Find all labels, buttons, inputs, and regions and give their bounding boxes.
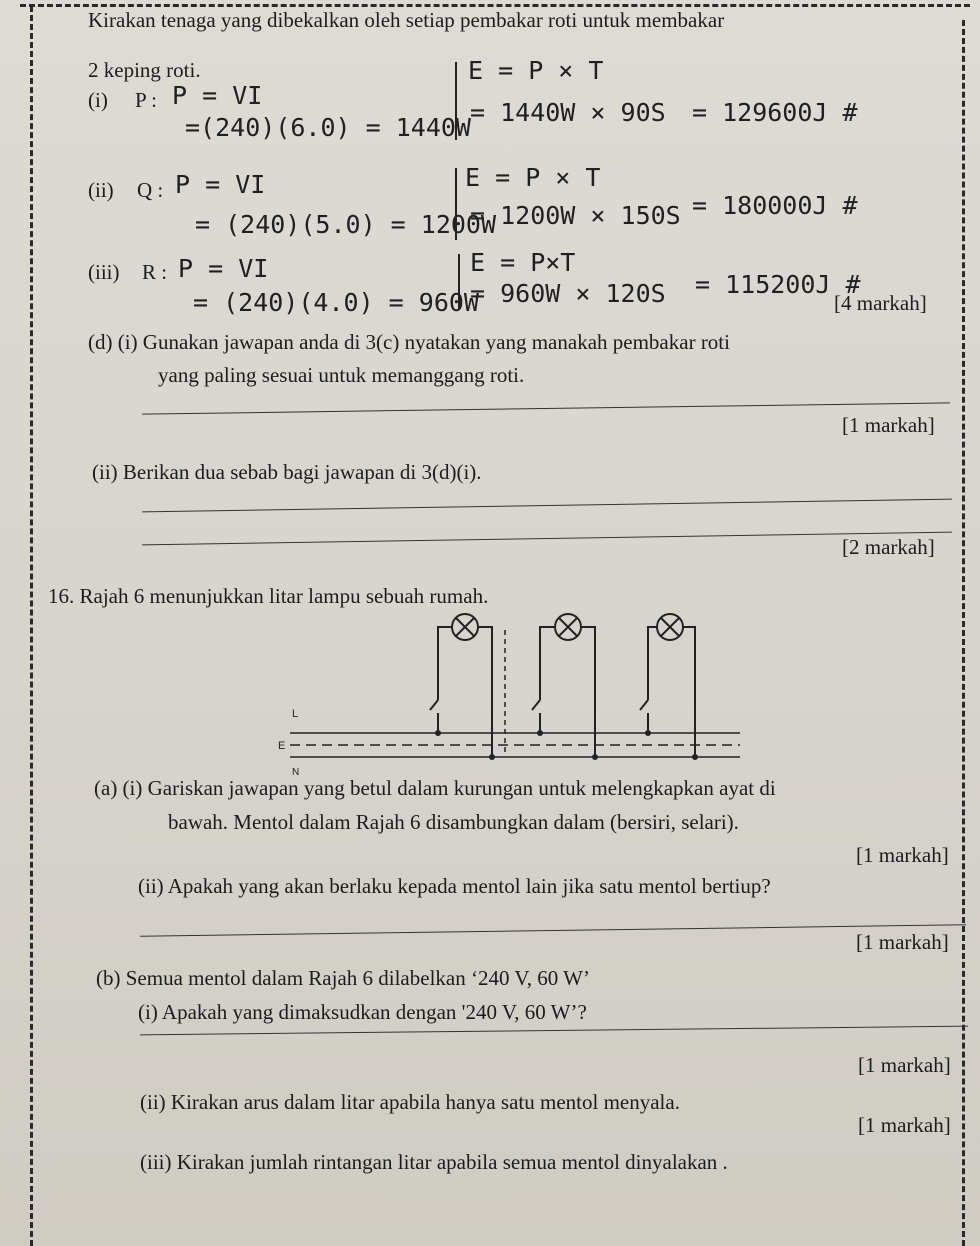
dashed-border-top [20, 4, 970, 7]
question-16b-ii: (ii) Kirakan arus dalam litar apabila hanya satu mentol menyala. [140, 1090, 680, 1114]
answer-r-energy-calc: = 960W × 120S [470, 279, 666, 308]
marks-16a-i: [1 markah] [856, 843, 949, 867]
answer-r-label: (iii) [88, 260, 120, 284]
answer-q-formula: P = VI [175, 170, 266, 199]
answer-p-formula: P = VI [172, 81, 263, 110]
question-d-i-line-2: yang paling sesuai untuk memanggang roti. [158, 363, 525, 387]
answer-p-energy-calc: = 1440W × 90S [470, 98, 666, 127]
answer-line-d-ii-2 [142, 532, 952, 546]
answer-p-letter: P : [135, 88, 157, 112]
marks-1-d-i: [1 markah] [842, 413, 935, 437]
answer-q-divider [455, 168, 457, 240]
marks-2-d-ii: [2 markah] [842, 535, 935, 559]
question-16b-iii: (iii) Kirakan jumlah rintangan litar apabila semua mentol dinyalakan . [140, 1150, 728, 1174]
marks-16a-ii: [1 markah] [856, 930, 949, 954]
label-live: L [292, 708, 299, 720]
question-d-i-line-1: (d) (i) Gunakan jawapan anda di 3(c) nyatakan yang manakah pembakar roti [88, 330, 730, 354]
bulb-3 [657, 614, 683, 640]
question-16a-i-line-2: bawah. Mentol dalam Rajah 6 disambungkan dalam (bersiri, selari). [168, 810, 739, 834]
bulb-1 [452, 614, 478, 640]
answer-line-d-ii-1 [142, 499, 952, 513]
marks-16b-i: [1 markah] [858, 1053, 951, 1077]
answer-q-energy-calc: = 1200W × 150S [470, 201, 681, 230]
answer-q-energy-formula: E = P × T [465, 163, 601, 192]
answer-line-16b-i [140, 1026, 968, 1036]
intro-line-2: 2 keping roti. [88, 58, 201, 82]
answer-line-16a-ii [140, 924, 966, 937]
answer-q-result: = 180000J # [692, 191, 858, 220]
answer-r-divider [458, 254, 460, 310]
question-d-ii: (ii) Berikan dua sebab bagi jawapan di 3(d)(i). [92, 460, 482, 484]
question-16a-ii: (ii) Apakah yang akan berlaku kepada mentol lain jika satu mentol bertiup? [138, 874, 771, 898]
answer-p-energy-formula: E = P × T [468, 56, 604, 85]
answer-q-calc: = (240)(5.0) = 1200W [195, 210, 497, 239]
question-16a-i-line-1: (a) (i) Gariskan jawapan yang betul dalam kurungan untuk melengkapkan ayat di [94, 776, 776, 800]
answer-r-energy-formula: E = P×T [470, 248, 576, 277]
house-lighting-circuit-diagram [270, 605, 760, 780]
answer-p-calc: =(240)(6.0) = 1440W [185, 113, 471, 142]
answer-p-result: = 129600J # [692, 98, 858, 127]
answer-r-letter: R : [142, 260, 168, 284]
answer-r-formula: P = VI [178, 254, 269, 283]
answer-p-label: (i) [88, 88, 108, 112]
intro-line-1: Kirakan tenaga yang dibekalkan oleh setiap pembakar roti untuk membakar [88, 8, 725, 32]
dashed-border-left [30, 6, 33, 1246]
marks-16b-ii: [1 markah] [858, 1113, 951, 1137]
question-16b-i: (i) Apakah yang dimaksudkan dengan '240 V, 60 W’? [138, 1000, 587, 1024]
answer-r-calc: = (240)(4.0) = 960W [193, 288, 479, 317]
question-16b-intro: (b) Semua mentol dalam Rajah 6 dilabelkan ‘240 V, 60 W’ [96, 966, 590, 990]
answer-p-divider [455, 62, 457, 140]
bulb-2 [555, 614, 581, 640]
label-earth: E [278, 740, 286, 752]
label-neutral: N [292, 767, 300, 778]
marks-4: [4 markah] [834, 291, 927, 315]
answer-q-label: (ii) [88, 178, 114, 202]
question-16-title: 16. Rajah 6 menunjukkan litar lampu sebuah rumah. [48, 584, 489, 608]
answer-line-d-i [142, 402, 950, 414]
answer-r-result: = 115200J # [695, 270, 861, 299]
dashed-border-right [962, 20, 965, 1246]
answer-q-letter: Q : [137, 178, 164, 202]
